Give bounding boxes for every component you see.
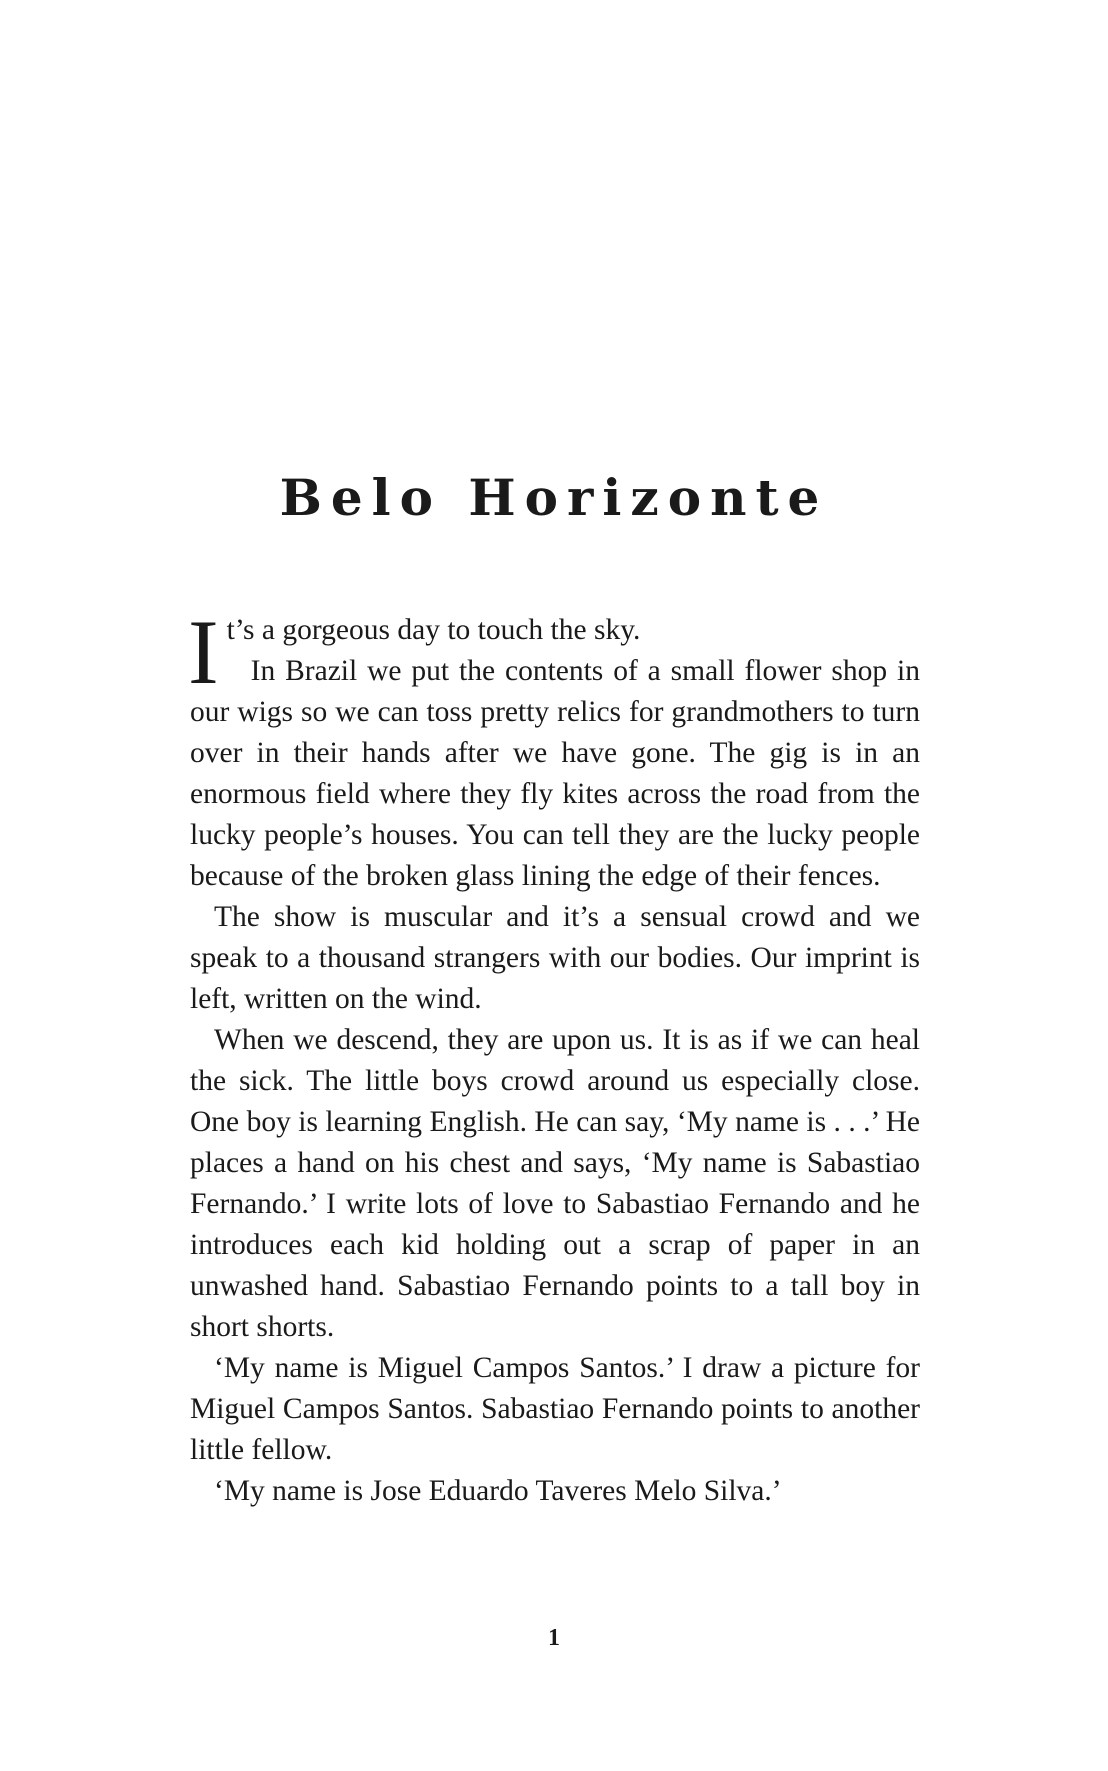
chapter-body: [188, 601, 920, 1512]
opening-sentence: t’s a gorgeous day to touch the sky.: [226, 614, 641, 646]
paragraph-descend: When we descend, they are upon us. It is as if we can heal the sick. The little boys crowd around us especially close. One boy is learning English. He can say, ‘My name is . . .’ He places a hand on his chest and says, ‘My name is Sabastiao Fernando.’ I write lots of love to Sabastiao Fernando and he introduces each kid holding out a scrap of paper in an unwashed hand. Sabastiao Fernando points to a tall boy in short shorts.: [190, 1024, 920, 1343]
paragraph-opening: [188, 601, 920, 703]
page-number: 1: [548, 1625, 560, 1651]
paragraph-jose: ‘My name is Jose Eduardo Taveres Melo Silva.’: [214, 1475, 782, 1507]
chapter-title: Belo Horizonte: [279, 468, 829, 527]
paragraph-flower-shop: In Brazil we put the contents of a small flower shop in our wigs so we can toss pretty relics for grandmothers to turn over in their hands after we have gone. The gig is in an enormous field where they fly kites across the road from the lucky people’s houses. You can tell they are the lucky people because of the broken glass lining the edge of their fences.: [190, 655, 920, 892]
drop-cap: I: [188, 601, 219, 703]
paragraph-show: The show is muscular and it’s a sensual crowd and we speak to a thousand strangers with our bodies. Our imprint is left, written on the wind.: [190, 901, 920, 1015]
paragraph-miguel: ‘My name is Miguel Campos Santos.’ I draw a picture for Miguel Campos Santos. Sabastiao Fernando points to another little fellow.: [190, 1352, 920, 1466]
